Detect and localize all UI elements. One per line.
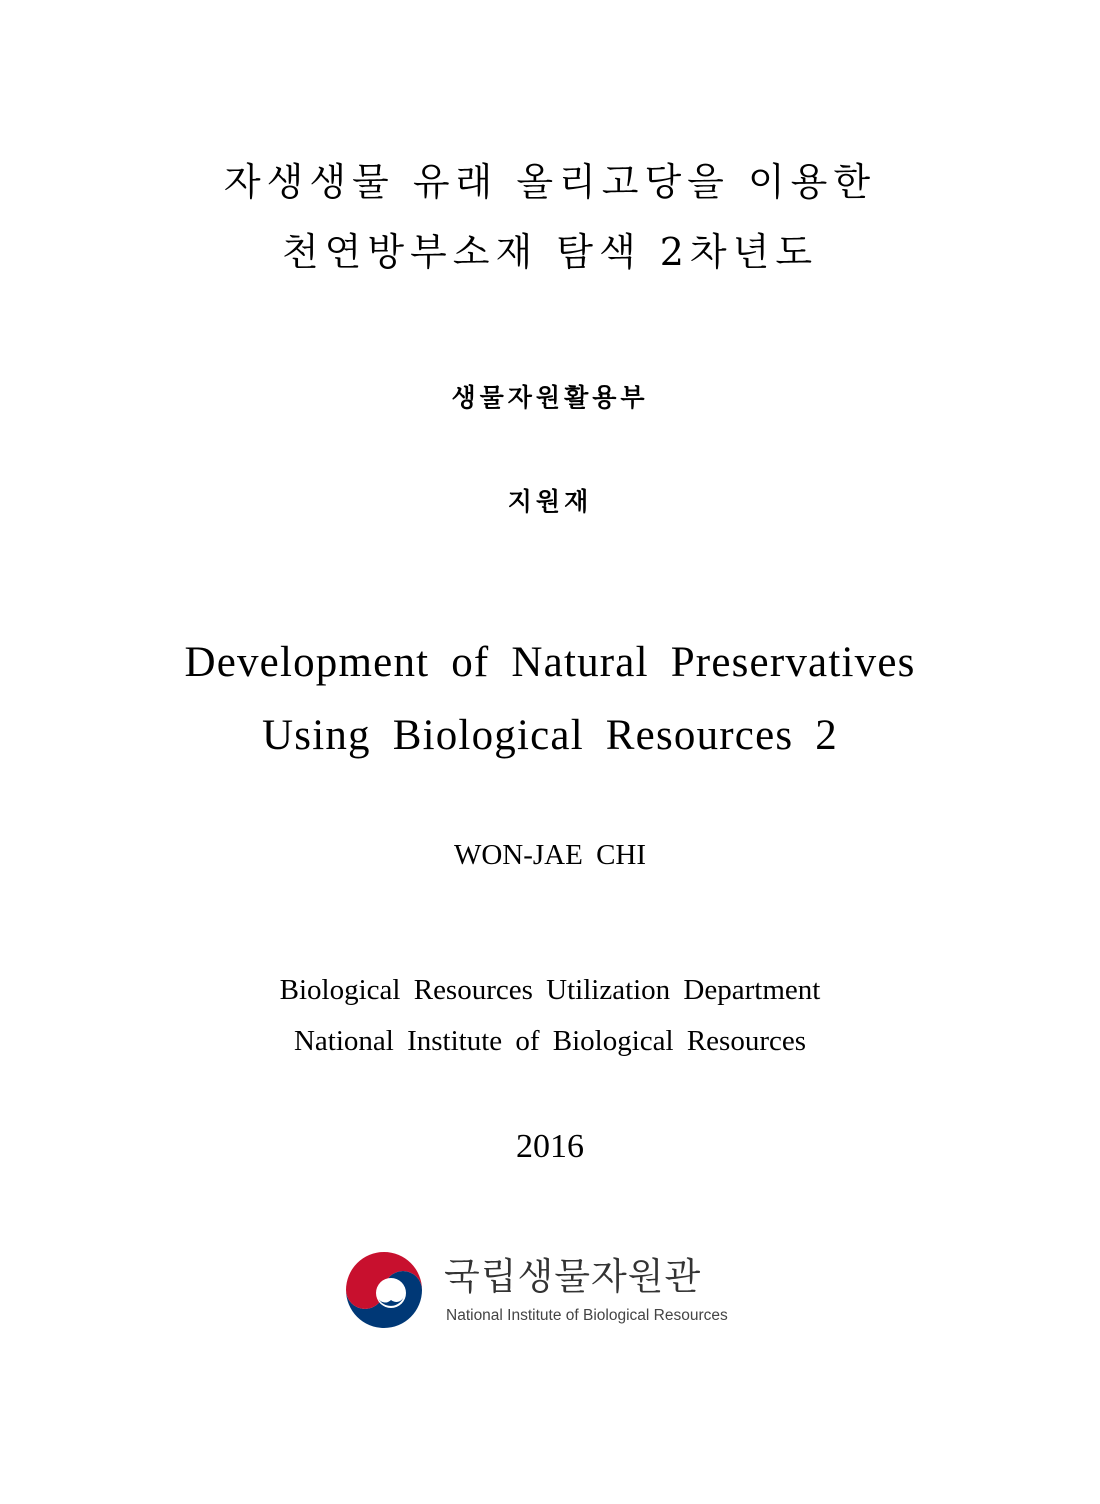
korean-title-line-1: 자생생물 유래 올리고당을 이용한 xyxy=(223,160,877,204)
logo-name-korean: 국립생물자원관 xyxy=(444,1255,702,1298)
korean-department: 생물자원활용부 xyxy=(451,383,649,412)
department-name: Biological Resources Utilization Department xyxy=(279,974,821,1006)
logo-name-english: National Institute of Biological Resources xyxy=(446,1307,728,1324)
korean-title-line-2: 천연방부소재 탐색 2차년도 xyxy=(281,230,819,274)
korean-author: 지원재 xyxy=(507,487,593,516)
english-author: WON-JAE CHI xyxy=(453,839,647,871)
english-title-line-2: Using Biological Resources 2 xyxy=(262,712,838,759)
institute-logo xyxy=(342,1250,772,1340)
english-title-line-1: Development of Natural Preservatives xyxy=(184,639,916,686)
institute-name: National Institute of Biological Resources xyxy=(293,1025,807,1057)
taegeuk-emblem-icon xyxy=(342,1250,426,1334)
publication-year: 2016 xyxy=(516,1128,584,1165)
